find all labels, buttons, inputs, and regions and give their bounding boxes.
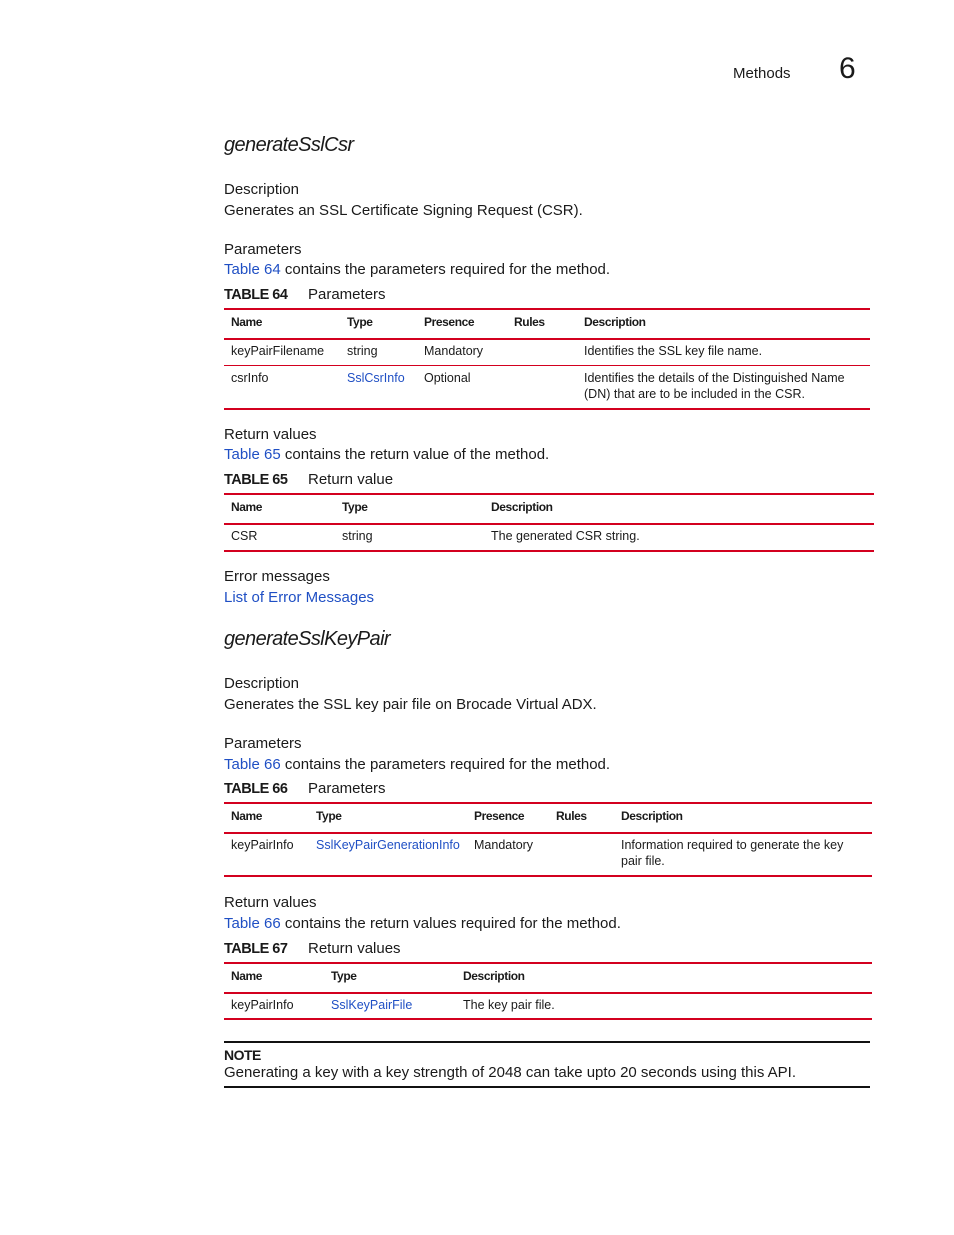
note-box [224,1041,870,1088]
error-messages-link[interactable]: List of Error Messages [224,589,375,606]
note-text: Generating a key with a key strength of 2048 can take upto 20 seconds using this API. [224,1064,797,1081]
table-caption [224,780,386,797]
table-row [224,366,870,408]
parameters-heading: Parameters [224,735,302,752]
description-text: Generates an SSL Certificate Signing Request (CSR). [224,202,583,219]
column-header: Name [231,809,263,823]
table-link[interactable]: Table 66 [224,756,281,773]
table-row [224,340,870,366]
table-header-row [224,804,872,834]
column-header: Name [231,315,263,329]
column-header: Name [231,969,263,983]
table-cell: string [342,529,373,543]
table-caption-text: Return values [308,940,401,957]
column-header: Type [331,969,357,983]
parameters-heading: Parameters [224,241,302,258]
table-cell: Mandatory [474,838,534,852]
parameters-table [224,308,870,410]
column-header: Rules [514,315,545,329]
table-cell: Optional [424,371,471,385]
chapter-number: 6 [839,52,856,85]
table-caption [224,940,401,957]
table-label: TABLE 66 [224,781,288,797]
return-reference: Table 66 contains the return values required for the method. [224,915,621,932]
table-cell: keyPairInfo [231,838,294,852]
table-cell: pair file. [621,854,665,868]
table-row [224,994,872,1018]
table-header-row [224,495,874,525]
note-label: NOTE [224,1047,261,1063]
type-link[interactable]: SslKeyPairFile [331,998,413,1012]
method-title: generateSslCsr [224,134,354,156]
column-header: Rules [556,809,587,823]
table-caption-text: Return value [308,471,394,488]
table-label: TABLE 67 [224,941,288,957]
description-text: Generates the SSL key pair file on Brocade Virtual ADX. [224,696,597,713]
return-reference: Table 65 contains the return value of the method. [224,446,550,463]
error-messages-heading: Error messages [224,568,330,585]
column-header: Description [491,500,553,514]
column-header: Description [584,315,646,329]
table-row [224,525,874,550]
method-title: generateSslKeyPair [224,628,390,650]
column-header: Type [347,315,373,329]
column-header: Description [463,969,525,983]
description-heading: Description [224,675,300,692]
table-cell: (DN) that are to be included in the CSR. [584,387,805,401]
return-table [224,493,874,552]
table-label: TABLE 64 [224,287,288,303]
column-header: Description [621,809,683,823]
return-table [224,962,872,1020]
table-caption-text: Parameters [308,780,386,797]
column-header: Type [342,500,368,514]
type-link[interactable]: SslKeyPairGenerationInfo [316,838,460,852]
column-header: Presence [424,315,475,329]
table-label: TABLE 65 [224,472,288,488]
table-link[interactable]: Table 65 [224,446,281,463]
table-cell: The generated CSR string. [491,529,640,543]
table-link[interactable]: Table 64 [224,261,281,278]
table-caption [224,471,393,488]
table-cell: The key pair file. [463,998,555,1012]
table-caption-text: Parameters [308,286,386,303]
return-values-heading: Return values [224,426,317,443]
table-cell: string [347,344,378,358]
table-cell: csrInfo [231,371,269,385]
table-cell: Information required to generate the key [621,838,844,852]
column-header: Name [231,500,263,514]
table-header-row [224,964,872,994]
table-caption [224,286,386,303]
column-header: Presence [474,809,525,823]
table-link[interactable]: Table 66 [224,915,281,932]
return-values-heading: Return values [224,894,317,911]
description-heading: Description [224,181,300,198]
parameters-table [224,802,872,877]
parameters-reference: Table 64 contains the parameters required for the method. [224,261,611,278]
table-cell: Mandatory [424,344,484,358]
table-cell: CSR [231,529,258,543]
table-cell: Identifies the details of the Distinguished Name [584,371,845,385]
parameters-reference: Table 66 contains the parameters required for the method. [224,756,611,773]
type-link[interactable]: SslCsrInfo [347,371,405,385]
running-header-section: Methods [733,65,791,82]
table-cell: Identifies the SSL key file name. [584,344,763,358]
table-cell: keyPairInfo [231,998,294,1012]
table-row [224,834,872,875]
table-header-row [224,310,870,340]
column-header: Type [316,809,342,823]
table-cell: keyPairFilename [231,344,325,358]
